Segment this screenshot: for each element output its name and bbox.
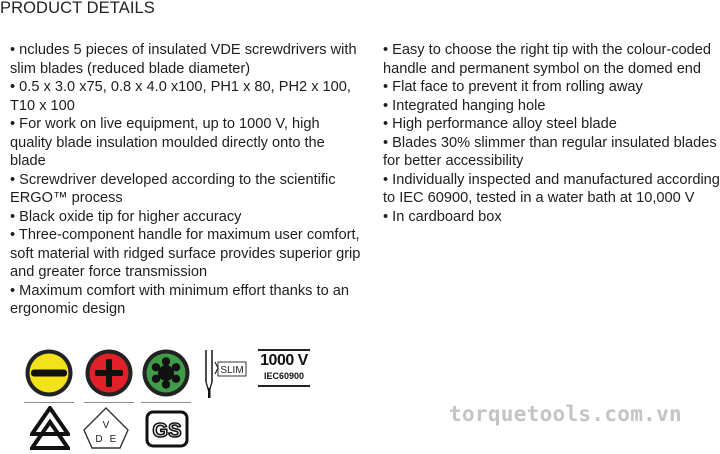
phillips-tip-icon [84,348,134,398]
list-item: • High performance alloy steel blade [383,116,617,132]
gs-label: GS [152,420,182,442]
list-item: • Individually inspected and manufactured according to IEC 60900, tested in a water bath at 10,000 V [383,171,720,206]
vde-mark-icon [82,406,130,450]
left-bullet-list [10,41,362,319]
list-item: • Three-component handle for maximum user comfort, soft material with ridged surface provides superior grip and greater force transmission [10,227,361,280]
section-title: PRODUCT DETAILS [0,0,155,17]
voltage-rating-icon [258,349,312,397]
slim-blade-icon [198,348,250,402]
right-bullet-list [383,41,720,226]
voltage-value: 1000 V [260,352,308,369]
watermark-text: torquetools.com.vn [449,402,682,426]
vde-letter-d: D [95,434,103,445]
vde-letter-e: E [109,434,117,445]
list-item: • Easy to choose the right tip with the colour-coded handle and permanent symbol on the domed end [383,42,711,77]
list-item: • Integrated hanging hole [383,97,546,114]
list-item: • 0.5 x 3.0 x75, 0.8 x 4.0 x100, PH1 x 80, PH2 x 100, T10 x 100 [10,79,351,114]
slim-label: SLIM [220,365,244,376]
list-item: • For work on live equipment, up to 1000 V, high quality blade insulation moulded directly onto the blade [10,116,325,169]
vde-letter-v: V [102,420,110,431]
list-item: • Screwdriver developed according to the scientific ERGO™ process [10,171,336,206]
list-item: • Maximum comfort with minimum effort thanks to an ergonomic design [10,282,349,317]
list-item: • ncludes 5 pieces of insulated VDE screwdrivers with slim blades (reduced blade diameter) [10,42,357,77]
slotted-tip-icon [24,348,74,398]
voltage-standard: IEC60900 [263,371,305,381]
torx-tip-icon [141,348,191,398]
list-item: • Black oxide tip for higher accuracy [10,208,242,225]
list-item: • Flat face to prevent it from rolling away [383,79,643,95]
gs-mark-icon [145,410,189,448]
double-triangle-icon [30,406,70,450]
list-item: • Blades 30% slimmer than regular insulated blades for better accessibility [383,134,717,169]
list-item: • In cardboard box [383,208,502,225]
